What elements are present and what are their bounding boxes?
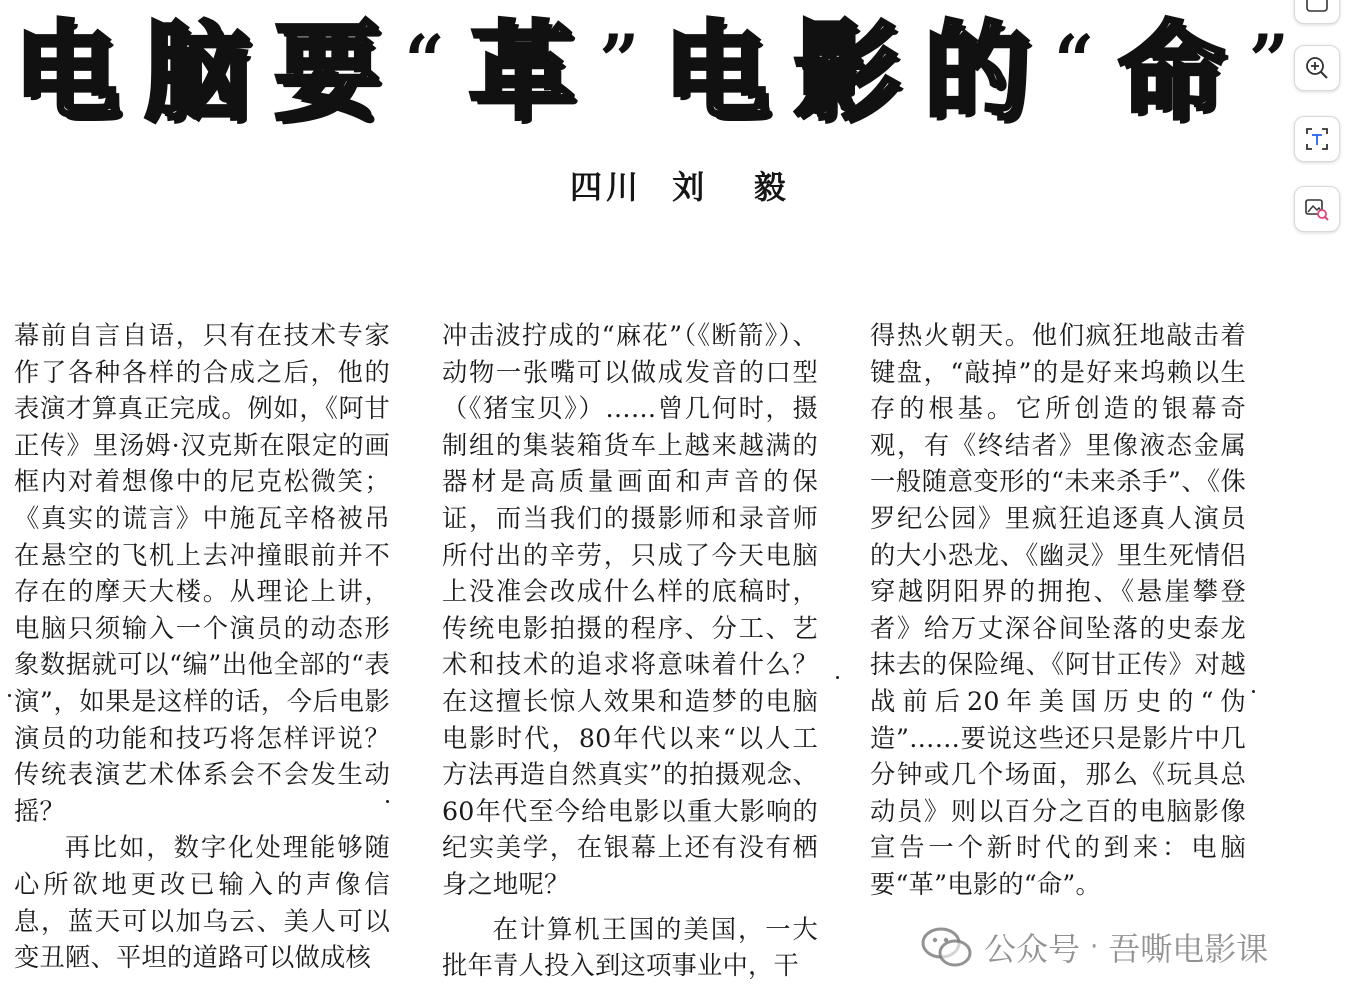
title-char: 电 bbox=[663, 11, 770, 134]
paragraph: 冲击波拧成的“麻花”（《断箭》）、动物一张嘴可以做成发音的口型（《猪宝贝》）……曾几何时，摄制组的集装箱货车上越来越满的器材是高质量画面和声音的保证，而当我们的摄影师和录音师所付出的辛劳，只成了今天电脑上没准会改成什么样的底稿时，传统电影拍摄的程序、分工、艺术和技术的追求将意味着什么？在这擅长惊人效果和造梦的电脑电影时代，80年代以来“以人工方法再造自然真实”的拍摄观念、60年代至今给电影以重大影响的纪实美学，在银幕上还有没有栖身之地呢？ bbox=[442, 321, 818, 899]
paragraph: 在计算机王国的美国，一大批年青人投入到这项事业中，干 bbox=[442, 914, 818, 981]
paragraph: 幕前自言自语，只有在技术专家作了各种各样的合成之后，他的表演才算真正完成。例如，《阿甘正传》里汤姆·汉克斯在限定的画框内对着想像中的尼克松微笑；《真实的谎言》中施瓦辛格被吊在悬空的飞机上去冲撞眼前并不存在的摩天大楼。从理论上讲，电脑只须输入一个演员的动态形象数据就可以“编”出他全部的“表演”，如果是这样的话，今后电影演员的功能和技巧将怎样评说？传统表演艺术体系会不会发生动摇？ bbox=[14, 321, 390, 826]
paragraph: 得热火朝天。他们疯狂地敲击着键盘，“敲掉”的是好来坞赖以生存的根基。它所创造的银幕奇观，有《终结者》里像液态金属一般随意变形的“未来杀手”、《侏罗纪公园》里疯狂追逐真人演员的大小恐龙、《幽灵》里生死情侣穿越阴阳界的拥抱、《悬崖攀登者》给万丈深谷间坠落的史泰龙抹去的保险绳、《阿甘正传》对越战前后20年美国历史的“伪造”……要说这些还只是影片中几分钟或几个场面，那么《玩具总动员》则以百分之百的电脑影像宣告一个新时代的到来：电脑要“革”电影的“命”。 bbox=[870, 321, 1246, 899]
wechat-logo-icon bbox=[920, 925, 974, 969]
zoom-in-button[interactable] bbox=[1294, 45, 1340, 91]
text-column-1 bbox=[14, 318, 390, 977]
text-column-3 bbox=[870, 318, 1246, 904]
print-speck bbox=[386, 800, 389, 803]
image-search-button[interactable] bbox=[1294, 186, 1340, 232]
text-column-2 bbox=[442, 318, 818, 985]
title-char: 脑 bbox=[144, 11, 251, 134]
paragraph: 再比如，数字化处理能够随心所欲地更改已输入的声像信息，蓝天可以加乌云、美人可以变丑陋、平坦的道路可以做成核 bbox=[14, 833, 390, 973]
title-char: 电 bbox=[14, 11, 120, 134]
image-search-icon bbox=[1304, 196, 1330, 222]
translate-icon bbox=[1304, 0, 1330, 14]
watermark-separator: · bbox=[1090, 932, 1099, 962]
title-open-quote: “ bbox=[404, 19, 445, 102]
title-char: 革 bbox=[468, 11, 575, 134]
title-open-quote: “ bbox=[1054, 19, 1095, 102]
print-speck bbox=[1252, 690, 1255, 693]
wechat-watermark bbox=[920, 924, 1268, 970]
print-speck bbox=[8, 694, 11, 697]
text-extract-icon bbox=[1304, 126, 1330, 152]
translate-button[interactable] bbox=[1294, 0, 1340, 24]
title-char: 命 bbox=[1118, 11, 1225, 134]
watermark-name: 吾嘶电影课 bbox=[1108, 930, 1269, 968]
title-close-quote: ” bbox=[599, 19, 640, 102]
title-char: 的 bbox=[923, 11, 1030, 134]
watermark-prefix: 公众号 bbox=[984, 930, 1081, 968]
viewer-toolbar bbox=[1290, 0, 1350, 250]
title-char: 影 bbox=[793, 11, 900, 134]
zoom-in-icon bbox=[1304, 55, 1330, 81]
article-title bbox=[14, 11, 1289, 134]
title-char: 要 bbox=[274, 11, 381, 134]
title-close-quote: ” bbox=[1248, 19, 1289, 102]
text-extract-button[interactable] bbox=[1294, 116, 1340, 162]
author-byline: 四川 刘 毅 bbox=[570, 168, 790, 206]
print-speck bbox=[836, 676, 839, 679]
